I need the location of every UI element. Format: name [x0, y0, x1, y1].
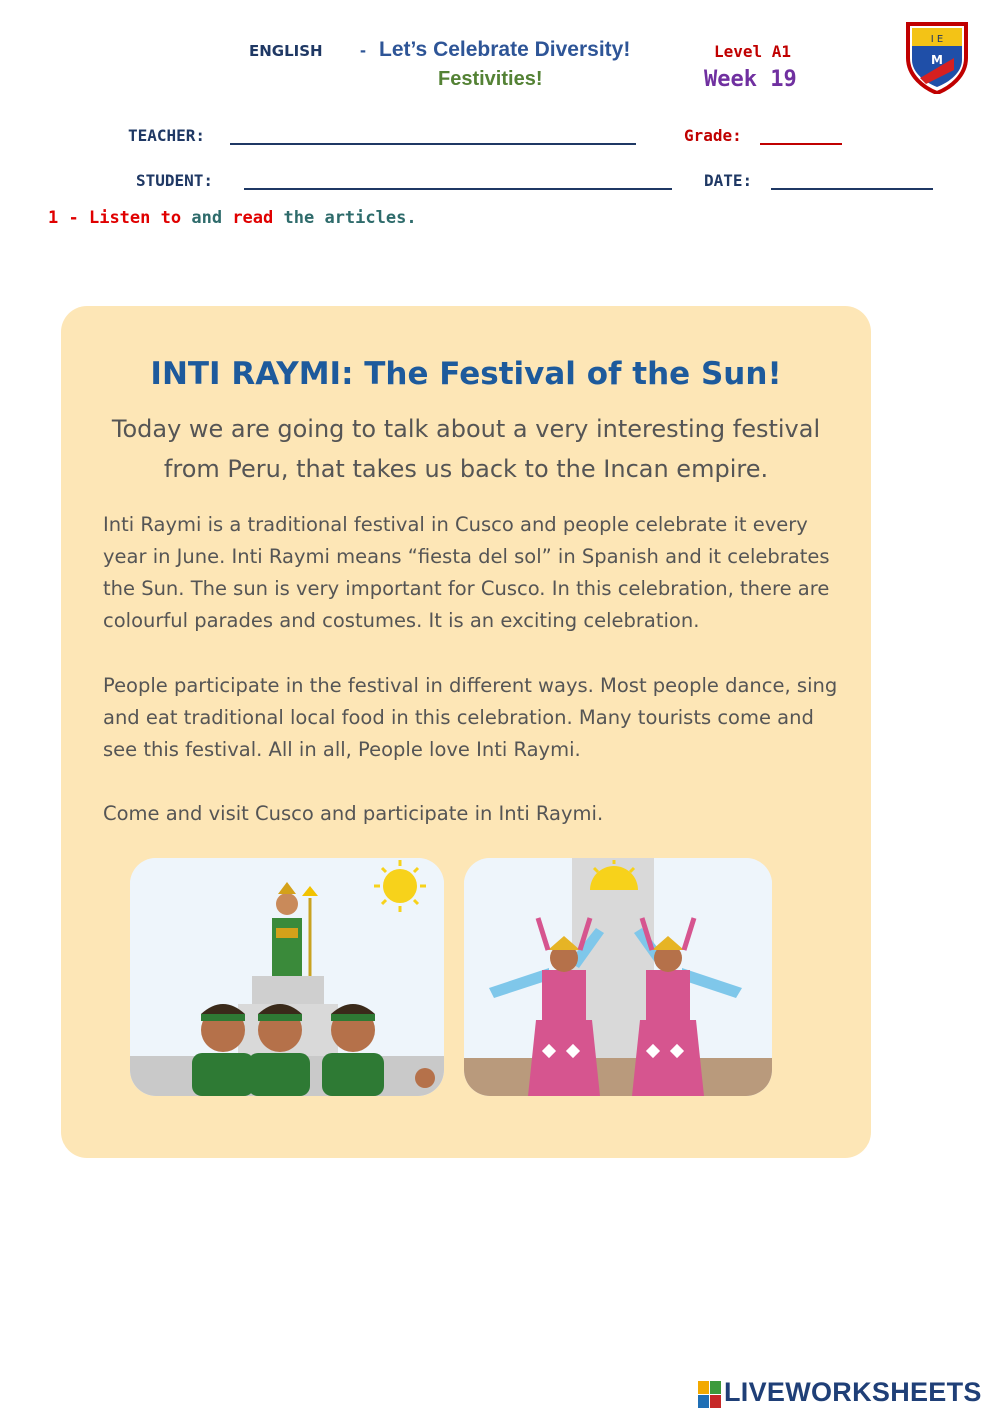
article-title: INTI RAYMI: The Festival of the Sun! — [150, 356, 782, 392]
dancers-illustration — [464, 858, 772, 1096]
article-paragraph-3: Come and visit Cusco and participate in Inti Raymi. — [103, 802, 604, 825]
worksheet-subtitle: Festivities! — [438, 68, 543, 90]
instruction-articles: the articles. — [283, 208, 417, 228]
worksheet-title: Let’s Celebrate Diversity! — [379, 38, 631, 61]
article-paragraph-2: People participate in the festival in different ways. Most people dance, sing and eat traditional local food in this celebration. Many tourists come and see this festival. All in all, People love Inti Raymi. — [103, 674, 838, 761]
student-input-line[interactable] — [244, 188, 672, 190]
date-input-line[interactable] — [771, 188, 933, 190]
teacher-label: TEACHER: — [128, 126, 206, 145]
article-paragraph-1: Inti Raymi is a traditional festival in Cusco and people celebrate it every year in June. Inti Raymi means “fiesta del sol” in Spanish and it celebrates the Sun. The sun is very important for Cusco. In this celebration, there are colourful parades and costumes. It is an exciting celebration. — [103, 513, 830, 632]
svg-text:I E: I E — [930, 34, 944, 45]
instruction — [48, 208, 417, 228]
inca-ceremony-illustration — [130, 858, 444, 1096]
header-dash: - — [360, 40, 366, 60]
article-intro: Today we are going to talk about a very interesting festival from Peru, that takes us back to the Incan empire. — [111, 415, 821, 483]
grade-label: Grade: — [684, 126, 742, 145]
teacher-input-line[interactable] — [230, 143, 636, 145]
week-label: Week 19 — [704, 67, 797, 92]
student-label: STUDENT: — [136, 171, 214, 190]
school-crest-icon — [902, 18, 972, 94]
instruction-and: and — [191, 208, 223, 228]
subject-label: ENGLISH — [249, 42, 323, 60]
liveworksheets-brand[interactable]: LIVEWORKSHEETS — [724, 1377, 982, 1407]
liveworksheets-logo-icon — [698, 1381, 722, 1409]
date-label: DATE: — [704, 171, 753, 190]
instruction-listen: Listen to — [88, 208, 182, 228]
instruction-number: 1 - — [48, 208, 79, 228]
article-card — [61, 306, 871, 1158]
svg-text:M: M — [931, 53, 943, 67]
level-label: Level A1 — [714, 42, 792, 61]
instruction-read: read — [232, 208, 274, 228]
grade-input-line[interactable] — [760, 143, 842, 145]
